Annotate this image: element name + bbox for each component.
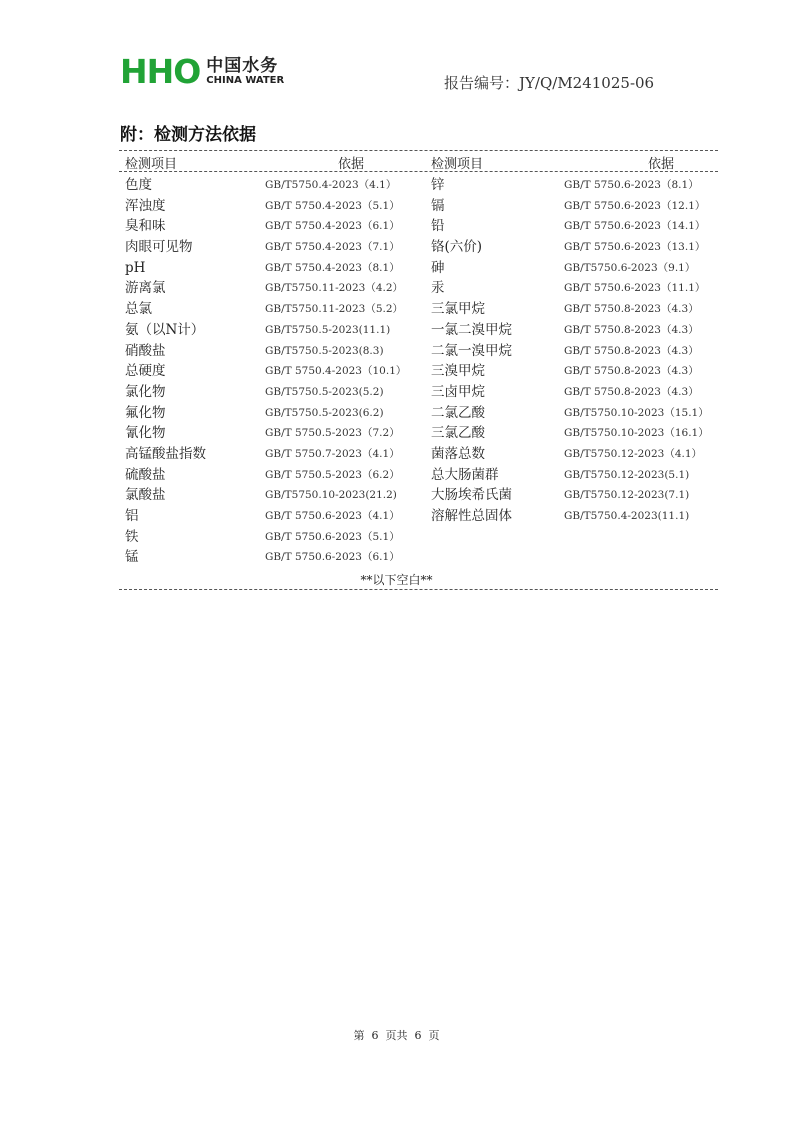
method-basis: GB/T 5750.6-2023（13.1）: [564, 241, 706, 254]
company-logo: [120, 54, 284, 90]
method-basis: GB/T 5750.4-2023（10.1）: [265, 365, 407, 378]
table-row: [0, 485, 793, 506]
test-item: 铁: [125, 528, 139, 545]
method-basis: GB/T 5750.6-2023（5.1）: [265, 530, 400, 543]
method-basis: GB/T 5750.4-2023（7.1）: [265, 241, 400, 254]
table-bottom-rule: [119, 589, 718, 590]
test-item: pH: [125, 259, 146, 276]
test-item: 大肠埃希氏菌: [431, 487, 512, 504]
test-item: 镉: [431, 197, 445, 214]
test-item: 总硬度: [125, 363, 166, 380]
method-basis: GB/T5750.4-2023(11.1): [564, 510, 690, 522]
method-basis: GB/T 5750.4-2023（6.1）: [265, 220, 400, 233]
test-item: 氯酸盐: [125, 487, 166, 504]
method-basis: GB/T 5750.8-2023（4.3）: [564, 385, 699, 398]
test-item: 氟化物: [125, 404, 166, 421]
table-row: [0, 361, 793, 382]
test-item: 三氯甲烷: [431, 301, 485, 318]
table-top-rule: [119, 150, 718, 151]
table-row: [0, 382, 793, 403]
method-basis: GB/T5750.12-2023（4.1）: [564, 447, 703, 460]
method-basis: GB/T5750.10-2023（15.1）: [564, 406, 709, 419]
table-row: [0, 175, 793, 196]
method-basis: GB/T 5750.8-2023（4.3）: [564, 303, 699, 316]
table-row: [0, 278, 793, 299]
test-item: 浑浊度: [125, 197, 166, 214]
header-basis-2: 依据: [648, 157, 675, 172]
test-item: 二氯乙酸: [431, 404, 485, 421]
method-basis: GB/T 5750.4-2023（8.1）: [265, 261, 400, 274]
table-row: [0, 196, 793, 217]
test-item: 砷: [431, 259, 445, 276]
table-header-rule: [119, 171, 718, 172]
method-basis: GB/T5750.5-2023(5.2): [265, 385, 384, 398]
header-basis-1: 依据: [338, 157, 365, 172]
test-item: 二氯一溴甲烷: [431, 342, 512, 359]
test-item: 肉眼可见物: [125, 239, 193, 256]
logo-text: [206, 57, 284, 87]
test-item: 锌: [431, 177, 445, 193]
section-title: 附：检测方法依据: [120, 125, 256, 145]
test-item: 溶解性总固体: [431, 508, 512, 524]
test-item: 氯化物: [125, 383, 166, 400]
method-basis: GB/T 5750.6-2023（6.1）: [265, 551, 400, 564]
test-item: 总氯: [125, 301, 152, 318]
table-row: [0, 403, 793, 424]
method-basis: GB/T 5750.6-2023（11.1）: [564, 282, 706, 295]
method-basis: GB/T 5750.6-2023（8.1）: [564, 179, 699, 191]
test-item: 硝酸盐: [125, 342, 166, 359]
method-basis: GB/T 5750.6-2023（4.1）: [265, 510, 400, 522]
method-basis: GB/T 5750.6-2023（12.1）: [564, 199, 706, 212]
table-row: [0, 341, 793, 362]
header-item-2: 检测项目: [431, 157, 484, 172]
method-basis: GB/T5750.12-2023(5.1): [564, 468, 690, 481]
table-row: [0, 299, 793, 320]
test-item: 总大肠菌群: [431, 466, 499, 483]
table-row: [0, 423, 793, 444]
table-row: [0, 444, 793, 465]
method-basis: GB/T5750.10-2023（16.1）: [564, 427, 709, 440]
method-basis: GB/T5750.4-2023（4.1）: [265, 179, 397, 191]
test-item: 铝: [125, 508, 139, 524]
method-basis: GB/T5750.11-2023（5.2）: [265, 303, 404, 316]
method-table-body: [0, 175, 793, 568]
test-item: 色度: [125, 177, 152, 193]
method-basis: GB/T 5750.6-2023（14.1）: [564, 220, 706, 233]
test-item: 铬(六价): [431, 239, 483, 256]
page-footer: 第 6 页共 6 页: [353, 1029, 440, 1042]
method-basis: GB/T 5750.4-2023（5.1）: [265, 199, 400, 212]
test-item: 菌落总数: [431, 445, 485, 462]
test-item: 三卤甲烷: [431, 383, 485, 400]
method-basis: GB/T5750.10-2023(21.2): [265, 489, 397, 502]
table-row: [0, 547, 793, 568]
test-item: 氰化物: [125, 425, 166, 442]
method-basis: GB/T 5750.5-2023（7.2）: [265, 427, 400, 440]
method-basis: GB/T5750.5-2023(11.1): [265, 323, 391, 336]
method-basis: GB/T5750.11-2023（4.2）: [265, 282, 404, 295]
table-row: [0, 465, 793, 486]
table-row: [0, 258, 793, 279]
logo-mark: HHO: [120, 52, 201, 91]
test-item: 汞: [431, 280, 445, 297]
report-number: 报告编号：JY/Q/M241025-06: [444, 74, 655, 92]
test-item: 臭和味: [125, 218, 166, 235]
method-basis: GB/T 5750.8-2023（4.3）: [564, 323, 699, 336]
test-item: 硫酸盐: [125, 466, 166, 483]
test-item: 氨（以N计）: [125, 321, 205, 338]
logo-english-name: CHINA WATER: [206, 75, 285, 86]
method-basis: GB/T 5750.8-2023（4.3）: [564, 365, 699, 378]
table-row: [0, 527, 793, 548]
test-item: 三溴甲烷: [431, 363, 485, 380]
method-basis: GB/T 5750.8-2023（4.3）: [564, 344, 699, 357]
method-basis: GB/T5750.12-2023(7.1): [564, 489, 690, 502]
test-item: 铅: [431, 218, 445, 235]
test-item: 锰: [125, 549, 139, 566]
test-item: 三氯乙酸: [431, 425, 485, 442]
test-item: 游离氯: [125, 280, 166, 297]
table-row: [0, 320, 793, 341]
method-basis: GB/T5750.5-2023(8.3): [265, 344, 384, 357]
header-item-1: 检测项目: [125, 157, 178, 172]
method-basis: GB/T 5750.5-2023（6.2）: [265, 468, 400, 481]
test-item: 高锰酸盐指数: [125, 445, 206, 462]
test-item: 一氯二溴甲烷: [431, 321, 512, 338]
blank-note: **以下空白**: [360, 573, 433, 587]
table-row: [0, 237, 793, 258]
logo-chinese-name: 中国水务: [206, 56, 279, 76]
table-row: [0, 506, 793, 527]
table-row: [0, 216, 793, 237]
method-basis: GB/T5750.5-2023(6.2): [265, 406, 384, 419]
method-basis: GB/T 5750.7-2023（4.1）: [265, 447, 400, 460]
method-basis: GB/T5750.6-2023（9.1）: [564, 261, 696, 274]
